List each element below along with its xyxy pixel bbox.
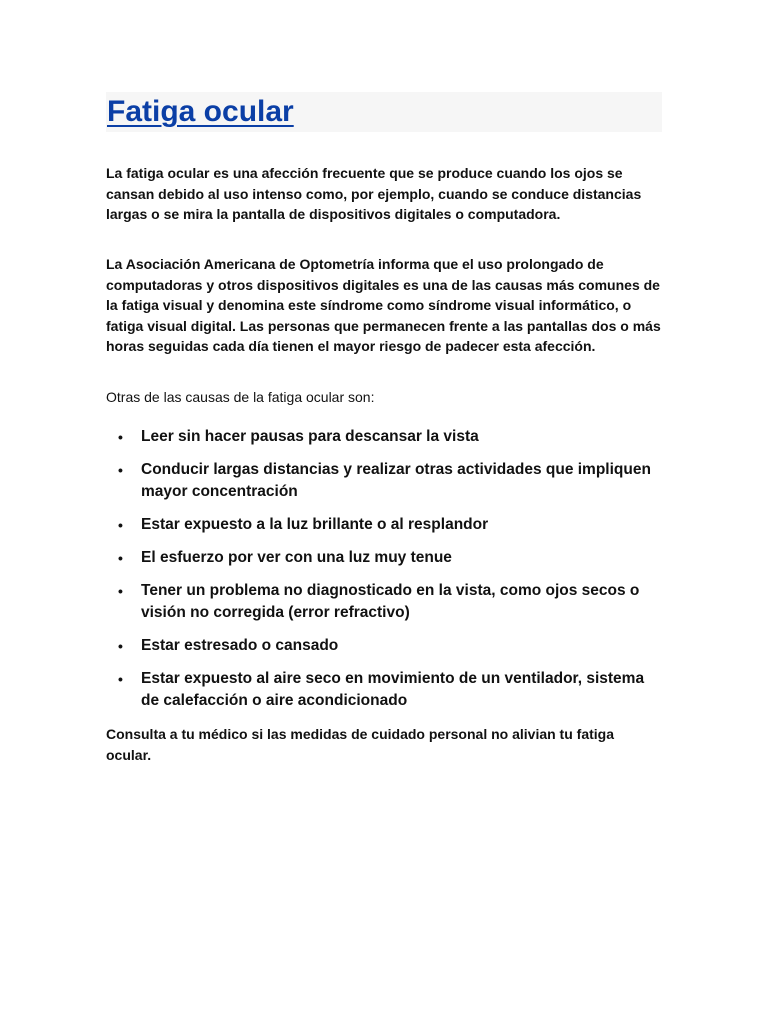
list-item-text: El esfuerzo por ver con una luz muy tenue <box>141 549 452 566</box>
list-item-text: Tener un problema no diagnosticado en la vista, como ojos secos o visión no corregida (error refractivo) <box>141 582 640 621</box>
causes-intro: Otras de las causas de la fatiga ocular son: <box>106 389 375 405</box>
list-item-text: Estar expuesto al aire seco en movimiento de un ventilador, sistema de calefacción o aire acondicionado <box>141 670 645 709</box>
list-item <box>106 668 662 712</box>
page-title[interactable]: Fatiga ocular <box>107 95 294 128</box>
list-item <box>106 514 662 536</box>
list-item-text: Estar estresado o cansado <box>141 637 339 654</box>
list-item <box>106 635 662 657</box>
list-item <box>106 459 662 503</box>
closing-paragraph: Consulta a tu médico si las medidas de cuidado personal no alivian tu fatiga ocular. <box>106 726 614 763</box>
bullet-icon: • <box>118 671 123 687</box>
bullet-icon: • <box>118 583 123 599</box>
list-item-text: Leer sin hacer pausas para descansar la vista <box>141 428 479 445</box>
list-item <box>106 580 662 624</box>
bullet-icon: • <box>118 638 123 654</box>
intro-paragraph: La fatiga ocular es una afección frecuente que se produce cuando los ojos se cansan debido al uso intenso como, por ejemplo, cuando se conduce distancias largas o se mira la pantalla de dispositivos digitales o computadora. <box>106 165 642 223</box>
list-item-text: Estar expuesto a la luz brillante o al resplandor <box>141 516 489 533</box>
bullet-icon: • <box>118 517 123 533</box>
list-item <box>106 426 662 448</box>
bullet-icon: • <box>118 550 123 566</box>
aoa-paragraph: La Asociación Americana de Optometría informa que el uso prolongado de computadoras y otros dispositivos digitales es una de las causas más comunes de la fatiga visual y denomina este síndrome como síndrome visual informático, o fatiga visual digital. Las personas que permanecen frente a las pantallas dos o más horas seguidas cada día tienen el mayor riesgo de padecer esta afección. <box>106 256 661 355</box>
list-item <box>106 547 662 569</box>
bullet-icon: • <box>118 429 123 445</box>
causes-list <box>106 426 662 723</box>
list-item-text: Conducir largas distancias y realizar otras actividades que impliquen mayor concentración <box>141 461 651 500</box>
bullet-icon: • <box>118 462 123 478</box>
